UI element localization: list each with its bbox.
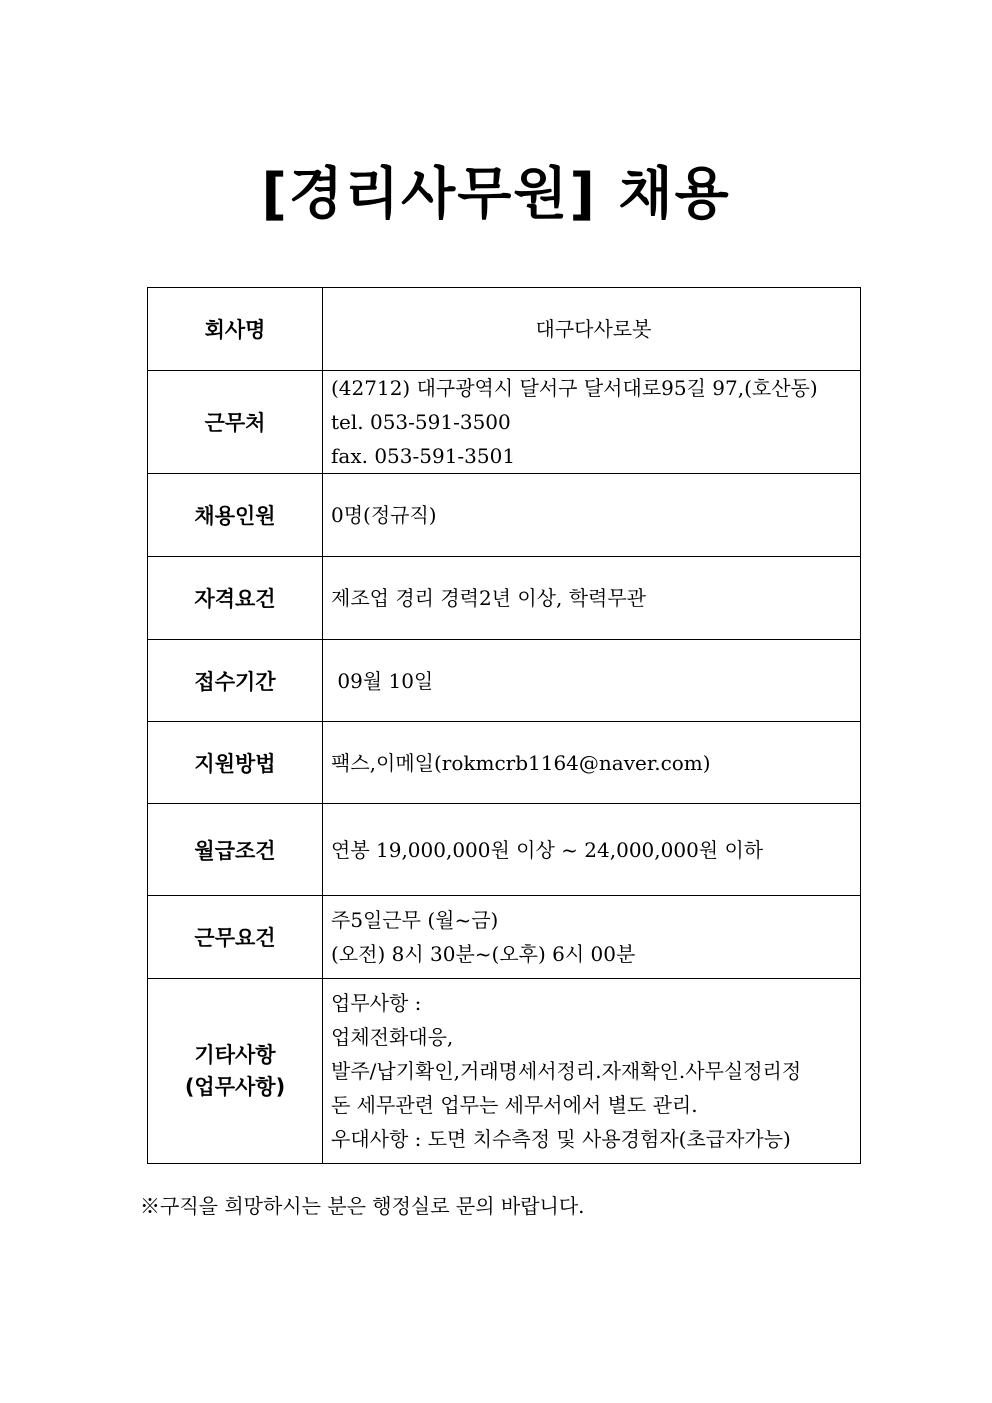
row-label-work-conditions: 근무요건 [148,896,323,979]
value-line: (오전) 8시 30분~(오후) 6시 00분 [331,942,636,966]
row-value-company [323,288,861,371]
value-line: 제조업 경리 경력2년 이상, 학력무관 [331,586,646,610]
footer-note: ※구직을 희망하시는 분은 행정실로 문의 바랍니다. [140,1194,585,1218]
label-line: (업무사항) [184,1075,286,1099]
table-row [148,474,861,557]
row-label-apply-method: 지원방법 [148,722,323,804]
page-title: [경리사무원] 채용 [261,162,731,227]
table-row [148,804,861,896]
job-info-table [147,287,861,1164]
table-row [148,979,861,1164]
row-value-headcount [323,474,861,557]
value-line: 대구다사로봇 [535,317,652,341]
row-label-workplace: 근무처 [148,371,323,474]
value-line: fax. 053-591-3501 [331,444,516,468]
value-line: 주5일근무 (월~금) [331,908,499,932]
row-value-period [323,640,861,722]
table-row [148,288,861,371]
value-line: 우대사항 : 도면 치수측정 및 사용경험자(초급자가능) [331,1127,791,1151]
value-line: (42712) 대구광역시 달서구 달서대로95길 97,(호산동) [331,376,818,400]
value-line: 돈 세무관련 업무는 세무서에서 별도 관리. [331,1093,698,1117]
row-value-apply-method [323,722,861,804]
value-line: 팩스,이메일(rokmcrb1164@naver.com) [331,750,711,775]
row-label-period: 접수기간 [148,640,323,722]
value-line: 연봉 19,000,000원 이상 ~ 24,000,000원 이하 [331,837,764,862]
table-row [148,557,861,640]
row-value-qualification [323,557,861,640]
row-label-qualification: 자격요건 [148,557,323,640]
row-value-work-conditions [323,896,861,979]
row-label-company: 회사명 [148,288,323,371]
row-label-headcount: 채용인원 [148,474,323,557]
label-line: 기타사항 [194,1043,276,1067]
row-value-workplace [323,371,861,474]
value-line: 09월 10일 [331,668,434,693]
row-value-other [323,979,861,1164]
value-line: tel. 053-591-3500 [331,410,511,434]
value-line: 발주/납기확인,거래명세서정리.자재확인.사무실정리정 [331,1059,802,1083]
row-label-other [148,979,323,1164]
value-line: 0명(정규직) [331,503,437,527]
row-label-salary: 월급조건 [148,804,323,896]
row-value-salary [323,804,861,896]
table-row [148,640,861,722]
value-line: 업무사항 : [331,991,422,1015]
value-line: 업체전화대응, [331,1025,454,1049]
table-row [148,896,861,979]
table-row [148,722,861,804]
table-row [148,371,861,474]
